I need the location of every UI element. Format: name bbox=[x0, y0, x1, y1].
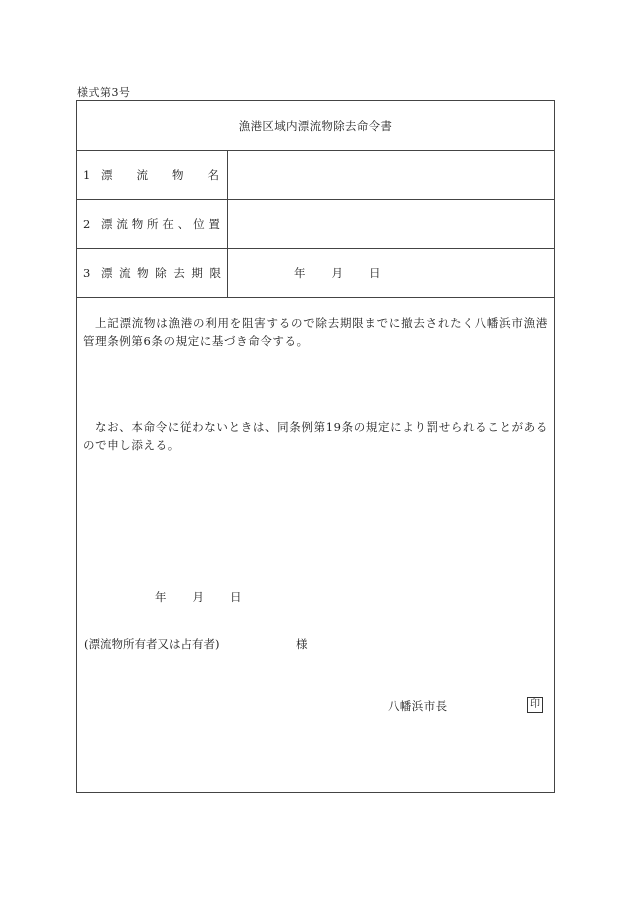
label-char: 置 bbox=[208, 217, 220, 231]
month-label: 月 bbox=[331, 266, 343, 280]
field-row-deadline bbox=[77, 249, 554, 298]
field-label bbox=[77, 151, 228, 199]
form-number: 様式第3号 bbox=[77, 86, 131, 99]
label-char: 期 bbox=[191, 266, 203, 280]
seal-icon: 印 bbox=[527, 697, 543, 713]
label-char: 流 bbox=[119, 266, 131, 280]
issuer-name: 八幡浜市長 bbox=[388, 699, 448, 713]
honorific: 様 bbox=[296, 637, 308, 651]
year-label: 年 bbox=[294, 266, 306, 280]
year-label: 年 bbox=[155, 590, 167, 604]
label-char: 物 bbox=[131, 217, 144, 231]
field-number: 2 bbox=[83, 217, 91, 231]
label-char: 物 bbox=[172, 168, 184, 182]
field-row-location bbox=[77, 200, 554, 249]
order-form bbox=[76, 100, 555, 793]
label-char: 、 bbox=[177, 217, 190, 231]
addressee-label: (漂流物所有者又は占有者) bbox=[84, 637, 220, 651]
label-char: 漂 bbox=[101, 168, 113, 182]
field-row-item-name bbox=[77, 151, 554, 200]
field-number: 3 bbox=[83, 266, 91, 280]
field-label-text bbox=[101, 216, 220, 232]
form-title: 漁港区域内漂流物除去命令書 bbox=[77, 101, 554, 151]
field-label-text bbox=[101, 265, 221, 281]
label-char: 流 bbox=[116, 217, 128, 231]
field-label-text bbox=[101, 167, 219, 183]
label-char: 除 bbox=[155, 266, 167, 280]
label-char: 限 bbox=[209, 266, 221, 280]
label-char: 漂 bbox=[101, 266, 113, 280]
month-label: 月 bbox=[192, 590, 204, 604]
label-char: 所 bbox=[147, 217, 159, 231]
order-paragraph: 上記漂流物は漁港の利用を阻害するので除去期限までに撤去されたく八幡浜市漁港管理条例第6条の規定に基づき命令する。 bbox=[83, 316, 548, 348]
deadline-date bbox=[228, 265, 381, 281]
location-value[interactable] bbox=[228, 200, 554, 248]
day-label: 日 bbox=[230, 590, 242, 604]
field-label bbox=[77, 249, 228, 297]
field-number: 1 bbox=[83, 168, 91, 182]
field-label bbox=[77, 200, 228, 248]
item-name-value[interactable] bbox=[228, 151, 554, 199]
label-char: 物 bbox=[137, 266, 149, 280]
deadline-value[interactable] bbox=[228, 249, 554, 297]
label-char: 位 bbox=[193, 217, 205, 231]
label-char: 漂 bbox=[101, 217, 113, 231]
label-char: 流 bbox=[136, 168, 148, 182]
label-char: 在 bbox=[162, 217, 174, 231]
label-char: 去 bbox=[173, 266, 185, 280]
penalty-paragraph: なお、本命令に従わないときは、同条例第19条の規定により罰せられることがあるので申し添える。 bbox=[83, 420, 548, 452]
day-label: 日 bbox=[369, 266, 381, 280]
label-char: 名 bbox=[207, 168, 219, 182]
issue-date bbox=[155, 589, 242, 605]
